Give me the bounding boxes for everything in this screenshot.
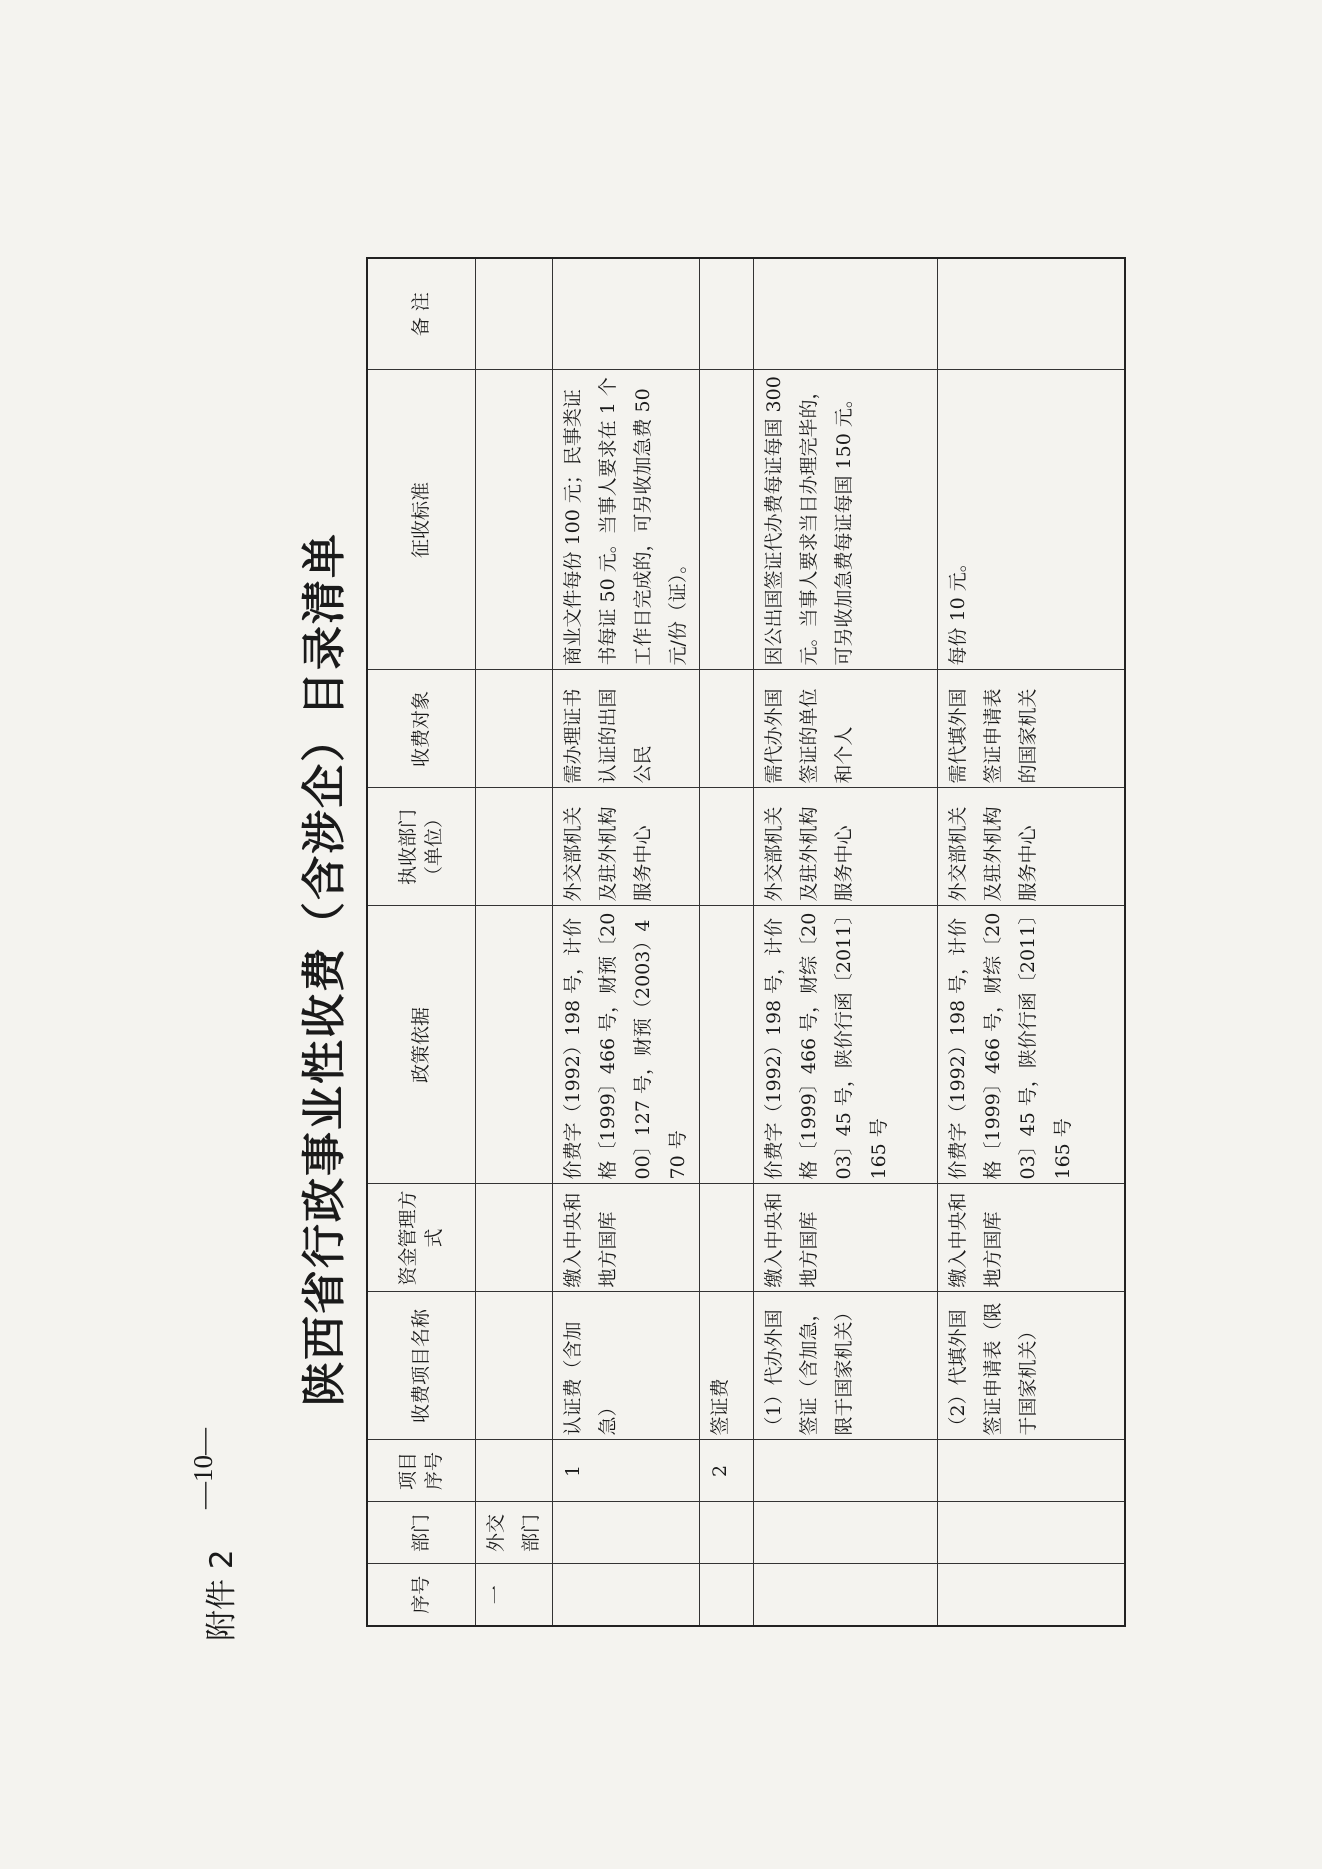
table-cell: 需代办外国签证的单位和个人 (753, 670, 937, 788)
table-cell (699, 906, 753, 1184)
table-cell (753, 258, 937, 370)
table-row (552, 258, 699, 1626)
table-row (937, 258, 1125, 1626)
table-cell: 签证费 (699, 1292, 753, 1440)
table-cell: 2 (699, 1440, 753, 1502)
table-header-row (367, 258, 475, 1626)
table-cell (699, 258, 753, 370)
table-cell: 每份 10 元。 (937, 370, 1125, 670)
table-cell: 因公出国签证代办费每证每国 300 元。当事人要求当日办理完毕的，可另收加急费每证每国 150 元。 (753, 370, 937, 670)
header-cell-collecting-dept: 执收部门（单位） (367, 788, 475, 906)
table-cell (753, 1440, 937, 1502)
table-cell (475, 370, 552, 670)
table-cell (937, 258, 1125, 370)
header-cell-payer: 收费对象 (367, 670, 475, 788)
table-cell (552, 258, 699, 370)
table-cell: 1 (552, 1440, 699, 1502)
header-cell-dept: 部门 (367, 1502, 475, 1564)
table-row (699, 258, 753, 1626)
table-cell: 需代填外国签证申请表的国家机关 (937, 670, 1125, 788)
table-cell: 需办理证书认证的出国公民 (552, 670, 699, 788)
table-cell (699, 670, 753, 788)
table-cell: （1）代办外国签证（含加急，限于国家机关） (753, 1292, 937, 1440)
table-cell (699, 1564, 753, 1626)
table-cell (475, 1184, 552, 1292)
table-cell (475, 906, 552, 1184)
table-cell: 缴入中央和地方国库 (937, 1184, 1125, 1292)
header-cell-standard: 征收标准 (367, 370, 475, 670)
table-cell: 缴入中央和地方国库 (753, 1184, 937, 1292)
table-row (475, 258, 552, 1626)
table-cell: 认证费（含加急） (552, 1292, 699, 1440)
table-cell: 价费字（1992）198 号，计价格〔1999〕466 号，财综〔2003〕45 号，陕价行函〔2011〕165 号 (753, 906, 937, 1184)
table-cell: 外交部机关及驻外机构服务中心 (552, 788, 699, 906)
table-cell (699, 1184, 753, 1292)
table-cell (699, 788, 753, 906)
document-title: 陕西省行政事业性收费（含涉企）目录清单 (299, 532, 350, 1406)
table-cell (699, 1502, 753, 1564)
table-cell (753, 1502, 937, 1564)
table-cell: 外交部机关及驻外机构服务中心 (753, 788, 937, 906)
table-cell: 外交部门 (475, 1502, 552, 1564)
table-cell: 缴入中央和地方国库 (552, 1184, 699, 1292)
table-cell (552, 1502, 699, 1564)
table-cell: 外交部机关及驻外机构服务中心 (937, 788, 1125, 906)
table-cell: （2）代填外国签证申请表（限于国家机关） (937, 1292, 1125, 1440)
header-cell-fund-mgmt: 资金管理方式 (367, 1184, 475, 1292)
page-number: —10— (188, 1428, 218, 1509)
table-cell (753, 1564, 937, 1626)
rotated-page-content (188, 269, 1136, 1669)
fee-table (366, 257, 1126, 1627)
table-cell (937, 1440, 1125, 1502)
table-cell (475, 788, 552, 906)
attachment-label: 附件 2 (204, 1549, 240, 1641)
table-cell (937, 1502, 1125, 1564)
table-cell (699, 370, 753, 670)
header-cell-item-seq: 项目序号 (367, 1440, 475, 1502)
table-cell: 商业文件每份 100 元；民事类证书每证 50 元。当事人要求在 1 个工作日完成的，可另收加急费 50 元/份（证）。 (552, 370, 699, 670)
table-cell (475, 258, 552, 370)
table-cell (552, 1564, 699, 1626)
table-cell (475, 1292, 552, 1440)
header-cell-seq: 序号 (367, 1564, 475, 1626)
table-cell (475, 670, 552, 788)
header-cell-policy-basis: 政策依据 (367, 906, 475, 1184)
header-cell-item-name: 收费项目名称 (367, 1292, 475, 1440)
table-row (753, 258, 937, 1626)
table-cell: 一 (475, 1564, 552, 1626)
table-cell: 价费字（1992）198 号，计价格〔1999〕466 号，财综〔2003〕45 号，陕价行函〔2011〕165 号 (937, 906, 1125, 1184)
table-cell (475, 1440, 552, 1502)
table-cell (937, 1564, 1125, 1626)
table-cell: 价费字（1992）198 号，计价格〔1999〕466 号，财预〔2000〕127 号，财预（2003）470 号 (552, 906, 699, 1184)
header-cell-remarks: 备 注 (367, 258, 475, 370)
